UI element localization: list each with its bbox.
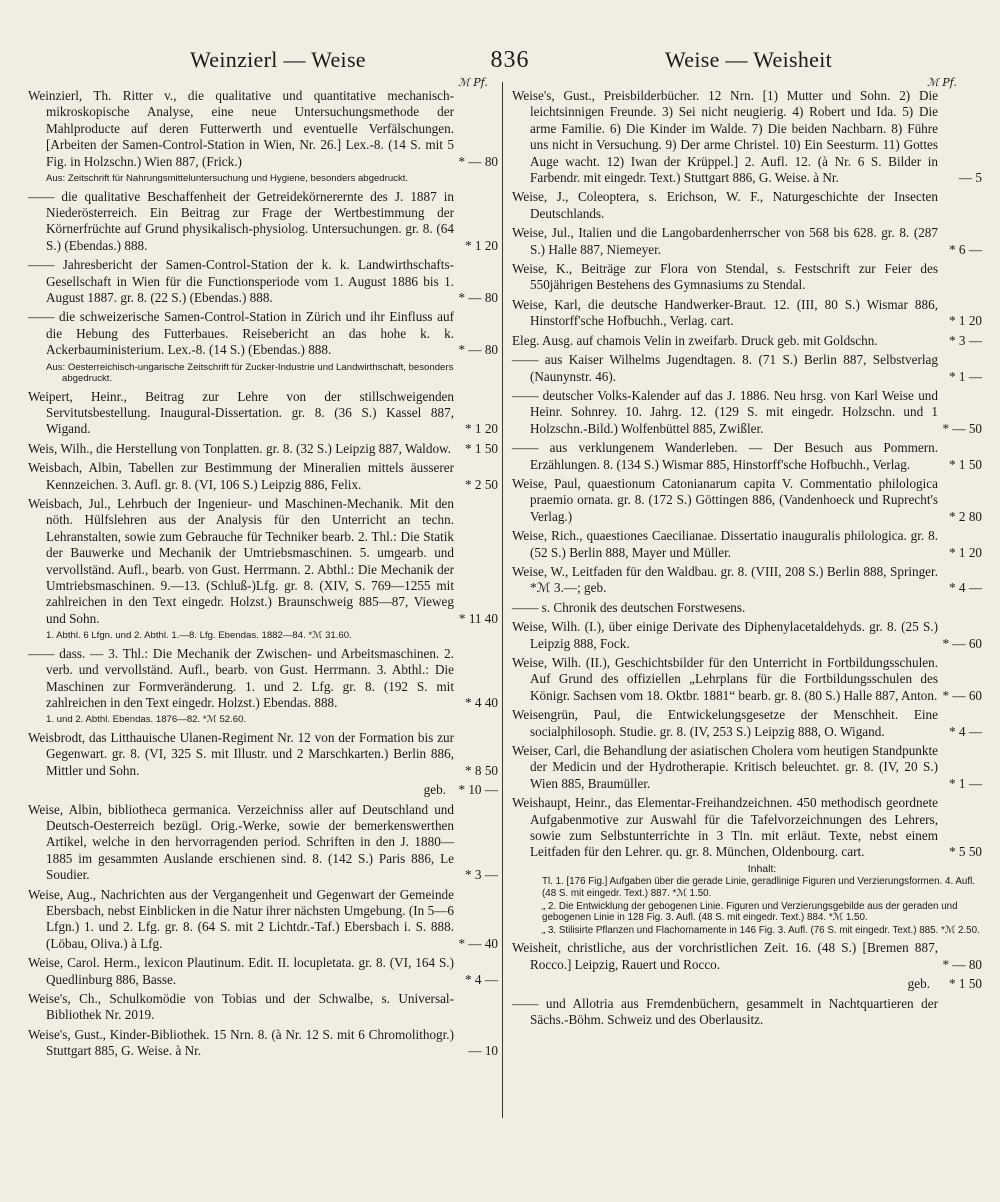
entry-text: Weise's, Gust., Kinder-Bibliothek. 15 Nrn. 8. (à Nr. 12 S. mit 6 Chromolithogr.) Stuttgart 885, G. Weise. à Nr. bbox=[28, 1026, 454, 1059]
entry-price: * 1 50 bbox=[465, 440, 498, 456]
catalog-entry bbox=[512, 619, 982, 652]
entry-price: * 4 — bbox=[465, 971, 498, 987]
entry-text: Weise, Rich., quaestiones Caecilianae. Dissertatio inauguralis philologica. gr. 8. (52 S.) Berlin 888, Mayer und Müller. bbox=[512, 528, 938, 560]
entry-text: Weinzierl, Th. Ritter v., die qualitative und quantitative mechanisch-mikroskopische Analyse, eine neue Untersuchungsmethode der Mahlproducte auf deren Futterwerth und eventuelle Verfälschungen. [Arbeiten der Samen-Control-Station in Wien, Nr. 26.] Lex.-8. (14 S. mit 5 Fig. in Holzschn.) Wien 887, (Frick.) bbox=[28, 88, 454, 169]
entry-price: * 1 — bbox=[949, 368, 982, 384]
entry-price: — 10 bbox=[468, 1043, 498, 1059]
catalog-entry bbox=[512, 795, 982, 861]
entry-note: Aus: Zeitschrift für Nahrungsmitteluntersuchung und Hygiene, besonders abgedruckt. bbox=[46, 173, 409, 185]
entry-price: * 4 — bbox=[949, 723, 982, 739]
entry-note: 1. und 2. Abthl. Ebendas. 1876—82. *ℳ 52.60. bbox=[46, 714, 247, 726]
entry-text: —— deutscher Volks-Kalender auf das J. 1886. Neu hrsg. von Karl Weise und Heinr. Sohnrey. 10. Jahrg. 12. (129 S. mit eingedr. Holzschn. und 1 Holzschn.-Bild.) Wolfenbüttel 885, Zwißler. bbox=[512, 387, 938, 436]
price-column-heading-left: ℳ Pf. bbox=[458, 76, 488, 89]
catalog-entry bbox=[512, 743, 982, 792]
catalog-entry bbox=[28, 389, 498, 438]
entry-text: —— Jahresbericht der Samen-Control-Station der k. k. Landwirthschafts-Gesellschaft in Wien für die Functionsperiode vom 1. August 1886 bis 1. August 1887. gr. 8. (22 S.) (Ebendas.) 888. bbox=[28, 257, 454, 305]
entry-price: * — 50 bbox=[942, 420, 982, 436]
entry-price: * — 80 bbox=[458, 153, 498, 169]
catalog-entry bbox=[512, 528, 982, 561]
entry-text: Weisengrün, Paul, die Entwickelungsgesetze der Menschheit. Eine socialphilosoph. Studie. gr. 8. (IV, 253 S.) Leipzig 888, O. Wigand. bbox=[512, 707, 938, 739]
entry-text: geb. bbox=[423, 782, 446, 798]
catalog-entry bbox=[28, 646, 498, 712]
running-head-right: Weise — Weisheit bbox=[665, 47, 833, 72]
entry-price: * 1 50 bbox=[949, 456, 982, 472]
entry-text: Weise, Albin, bibliotheca germanica. Verzeichniss aller auf Deutschland und Deutsch-Oesterreich bezügl. Orig.-Werke, sowie der bemerkenswerthen Artikel, welche in den hervorragenden period. Schriften in den J. 1880—1885 im gesammten Auslande erschienen sind. 8. (142 S.) Paris 886, Le Soudier. bbox=[28, 801, 454, 883]
entry-price: * 3 — bbox=[465, 867, 498, 883]
catalog-entry bbox=[28, 441, 498, 457]
entry-price: * 1 20 bbox=[949, 544, 982, 560]
entry-price: * — 40 bbox=[458, 935, 498, 951]
entry-text: —— aus verklungenem Wanderleben. — Der Besuch aus Pommern. Erzählungen. 8. (134 S.) Wismar 885, Hinstorff'sche Hofbuchh., Verlag. bbox=[512, 440, 938, 472]
entry-text: Eleg. Ausg. auf chamois Velin in zweifarb. Druck geb. mit Goldschn. bbox=[512, 332, 878, 348]
page-number: 836 bbox=[490, 47, 530, 73]
entry-price: * — 60 bbox=[942, 687, 982, 703]
catalog-entry bbox=[512, 564, 982, 597]
entry-text: Weipert, Heinr., Beitrag zur Lehre von der stillschweigenden Servitutsbestellung. Inaugural-Dissertation. gr. 8. (36 S.) Kassel 887, Wigand. bbox=[28, 388, 454, 437]
entry-text: Weise, Karl, die deutsche Handwerker-Braut. 12. (III, 80 S.) Wismar 886, Hinstorff'sche Hofbuchh., Verlag. cart. bbox=[512, 296, 938, 329]
entry-text: Weise, W., Leitfaden für den Waldbau. gr. 8. (VIII, 208 S.) Berlin 888, Springer. *ℳ 3.—; geb. bbox=[512, 563, 938, 596]
column-divider bbox=[502, 82, 503, 1118]
entry-text: Weise, Wilh. (I.), über einige Derivate des Diphenylacetaldehyds. gr. 8. (25 S.) Leipzig 888, Fock. bbox=[512, 619, 938, 651]
entry-text: Weise, Wilh. (II.), Geschichtsbilder für den Unterricht in Fortbildungsschulen. Auf Grund des offiziellen „Lehrplans für die Fortbildungsschulen des Königr. Sachsen vom 18. Oktbr. 1881“ bearb. gr. 8. (80 S.) Halle 887, Anton. bbox=[512, 655, 938, 703]
catalog-entry bbox=[28, 730, 498, 779]
catalog-entry bbox=[512, 189, 982, 222]
entry-price: * 8 50 bbox=[465, 762, 498, 778]
catalog-entry bbox=[28, 1027, 498, 1060]
entry-text: Weishaupt, Heinr., das Elementar-Freihandzeichnen. 450 methodisch geordnete Aufgabenmotive zur Auswahl für die Tafelvorzeichnungen des Lehrers, sowie zum Selbstunterrichte in 3 Tln. mit erläut. Texte, nebst einem Leitfaden für den Lehrer. qu. gr. 8. München, Oldenbourg. cart. bbox=[512, 795, 938, 860]
entry-text: —— und Allotria aus Fremdenbüchern, gesammelt in Nachtquartieren der Sächs.-Böhm. Schweiz und des Oberlausitz. bbox=[512, 995, 938, 1028]
entry-price: * 1 — bbox=[949, 775, 982, 791]
catalog-entry bbox=[512, 476, 982, 525]
entry-text: Weis, Wilh., die Herstellung von Tonplatten. gr. 8. (32 S.) Leipzig 887, Waldow. bbox=[28, 440, 451, 456]
entry-text: Weise's, Gust., Preisbilderbücher. 12 Nrn. [1) Mutter und Sohn. 2) Die leichtsinnigen Freunde. 3) Sei nicht neugierig. 4) Robert und Ida. 5) Die arme Familie. 6) Die Kinder im Walde. 7) Die beiden Nachbarn. 8) Führe uns nicht in Versuchung. 9) Der arme Christel. 10) Ein Seesturm. 11) Gottes Auge wacht. 12) Iwan der Krüppel.] 2. Aufl. 12. (à Nr. 6 S. Bilder in Farbendr. mit eingedr. Text.) Stuttgart 886, G. Weise. à Nr. bbox=[512, 88, 938, 186]
catalog-entry bbox=[28, 257, 498, 306]
entry-price: * — 80 bbox=[458, 342, 498, 358]
entry-price: — 5 bbox=[958, 170, 982, 186]
entry-text: Weise, J., Coleoptera, s. Erichson, W. F., Naturgeschichte der Insecten Deutschlands. bbox=[512, 189, 938, 221]
entry-price: * 5 50 bbox=[949, 844, 982, 860]
entry-note: Aus: Oesterreichisch-ungarische Zeitschrift für Zucker-Industrie und Landwirthschaft, besonders abgedruckt. bbox=[46, 361, 454, 385]
catalog-entry bbox=[28, 189, 498, 255]
catalog-entry bbox=[512, 88, 982, 186]
catalog-entry bbox=[512, 600, 982, 616]
catalog-entry bbox=[28, 496, 498, 627]
entry-text: —— die schweizerische Samen-Control-Station in Zürich und ihr Einfluss auf die Hebung des Futterbaues. Reisebericht an das hohe k. k. Ackerbauministerium. Lex.-8. (14 S.) (Ebendas.) 888. bbox=[28, 309, 454, 358]
entry-text: Weiser, Carl, die Behandlung der asiatischen Cholera vom heutigen Standpunkte der Medicin und der Hydrotherapie. Kritisch beleuchtet. gr. 8. (IV, 20 S.) Wien 885, Braumüller. bbox=[512, 743, 938, 791]
catalog-entry bbox=[28, 955, 498, 988]
entry-price: * 1 20 bbox=[465, 421, 498, 437]
contents-item: „ 2. Die Entwicklung der gebogenen Linie. Figuren und Verzierungsgebilde aus der geraden und gebogenen Linie in 128 Fig. 3. Aufl. (48 S. mit eingedr. Text.) 884. *ℳ 1.50. bbox=[542, 900, 958, 924]
entry-price: * 3 — bbox=[949, 332, 982, 348]
catalog-entry bbox=[512, 333, 982, 349]
catalog-entry bbox=[512, 261, 982, 294]
entry-price: * 1 20 bbox=[949, 313, 982, 329]
entry-price: * 2 80 bbox=[949, 508, 982, 524]
catalog-entry bbox=[512, 225, 982, 258]
entry-text: Weisbrodt, das Litthauische Ulanen-Regiment Nr. 12 von der Formation bis zur Gegenwart. gr. 8. (VI, 325 S. mit Illustr. und 2 Marschkarten.) Berlin 886, Mittler und Sohn. bbox=[28, 729, 454, 778]
entry-price: * — 80 bbox=[942, 956, 982, 972]
entry-price: * 6 — bbox=[949, 241, 982, 257]
entry-price: * 1 20 bbox=[465, 237, 498, 253]
right-column bbox=[512, 88, 982, 1031]
catalog-entry bbox=[512, 388, 982, 437]
entry-text: Weisbach, Albin, Tabellen zur Bestimmung der Mineralien mittels äusserer Kennzeichen. 3. Aufl. gr. 8. (VI, 106 S.) Leipzig 886, Felix. bbox=[28, 460, 454, 492]
entry-price: * 4 — bbox=[949, 580, 982, 596]
price-column-heading-right: ℳ Pf. bbox=[927, 76, 957, 89]
catalog-entry bbox=[28, 88, 498, 170]
entry-text: Weise, Aug., Nachrichten aus der Vergangenheit und Gegenwart der Gemeinde Ebersbach, nebst Einblicken in die Natur ihrer nächsten Umgebung. (In 5—6 Lfgn.) 1. und 2. Lfg. gr. 8. (64 S. mit 2 Lichtdr.-Taf.) Ebersbach i. S. 888. (Löbau, Oliva.) à Lfg. bbox=[28, 886, 454, 951]
entry-text: —— s. Chronik des deutschen Forstwesens. bbox=[512, 599, 746, 615]
entry-price: * 10 — bbox=[458, 782, 498, 798]
catalog-entry bbox=[512, 440, 982, 473]
entry-price: * — 80 bbox=[458, 289, 498, 305]
catalog-entry bbox=[28, 309, 498, 358]
entry-price: * — 60 bbox=[942, 635, 982, 651]
catalog-entry bbox=[28, 887, 498, 953]
left-column bbox=[28, 88, 498, 1063]
contents-item: Tl. 1. [176 Fig.] Aufgaben über die gerade Linie, geradlinige Figuren und Verzierungsformen. 4. Aufl. (48 S. mit eingedr. Text.) 887. *ℳ 1.50. bbox=[542, 876, 975, 900]
entry-price: * 4 40 bbox=[465, 695, 498, 710]
catalog-entry bbox=[28, 460, 498, 493]
catalog-entry bbox=[512, 352, 982, 385]
entry-text: Weisbach, Jul., Lehrbuch der Ingenieur- und Maschinen-Mechanik. Mit den nöth. Hülfslehren aus der Analysis für den Unterricht an techn. Lehranstalten, sowie zum Gebrauche für Techniker bearb. 2. Thl.: Die Statik der Bauwerke und Mechanik der Umtriebsmaschinen. 5. umgearb. und vervollständ. Aufl., bearb. von Gust. Herrmann. 2. Abthl.: Die Mechanik der Umtriebsmaschinen. 9.—13. (Schluß-)Lfg. gr. 8. (XIV, S. 769—1255 mit zahlreichen in den Text eingedr. Holzst.) Braunschweig 885—87, Vieweg und Sohn. bbox=[28, 496, 454, 626]
catalog-entry bbox=[512, 976, 982, 992]
entry-text: Weise, Paul, quaestionum Catonianarum capita V. Commentatio philologica praemio ornata. gr. 8. (172 S.) Göttingen 886, (Vandenhoeck und Ruprecht's Verlag.) bbox=[512, 475, 938, 524]
catalog-entry bbox=[512, 707, 982, 740]
running-head-left: Weinzierl — Weise bbox=[190, 47, 366, 72]
catalog-entry bbox=[512, 940, 982, 973]
entry-price: * 2 50 bbox=[465, 476, 498, 492]
contents-list bbox=[512, 864, 982, 937]
catalog-entry bbox=[28, 802, 498, 884]
catalog-entry bbox=[28, 991, 498, 1024]
catalog-entry bbox=[28, 782, 498, 798]
catalog-entry bbox=[512, 996, 982, 1029]
entry-text: —— aus Kaiser Wilhelms Jugendtagen. 8. (71 S.) Berlin 887, Selbstverlag (Naunynstr. 46). bbox=[512, 352, 938, 384]
entry-price: * 1 50 bbox=[949, 976, 982, 992]
entry-text: geb. bbox=[907, 976, 930, 992]
entry-text: —— die qualitative Beschaffenheit der Getreidekörnerernte des J. 1887 in Niederösterreich. Ein Beitrag zur Frage der Wertbestimmung der Körnerfrüchte auf Grund physikalisch-physiolog. Untersuchungen. gr. 8. (64 S.) (Ebendas.) 888. bbox=[28, 188, 454, 253]
entry-text: Weise, K., Beiträge zur Flora von Stendal, s. Festschrift zur Feier des 550jährigen Bestehens des Gymnasiums zu Stendal. bbox=[512, 261, 938, 293]
entry-note: 1. Abthl. 6 Lfgn. und 2. Abthl. 1.—8. Lfg. Ebendas. 1882—84. *ℳ 31.60. bbox=[46, 630, 352, 642]
contents-title: Inhalt: bbox=[747, 862, 777, 875]
entry-text: Weise, Carol. Herm., lexicon Plautinum. Edit. II. locupletata. gr. 8. (VI, 164 S.) Quedlinburg 886, Basse. bbox=[28, 955, 454, 987]
entry-text: —— dass. — 3. Thl.: Die Mechanik der Zwischen- und Arbeitsmaschinen. 2. verb. und vervollständ. Aufl., bearb. von Gust. Herrmann. 3. Abthl.: Die Maschinen zur Formveränderung. 1. und 2. Lfg. gr. 8. (192 S. mit zahlreichen in den Text eingedr. Holzst.) Ebendas. 888. bbox=[28, 645, 454, 710]
entry-text: Weise's, Ch., Schulkomödie von Tobias und der Schwalbe, s. Universal-Bibliothek Nr. 2019. bbox=[28, 991, 454, 1023]
catalog-entry bbox=[512, 655, 982, 704]
entry-text: Weisheit, christliche, aus der vorchristlichen Zeit. 16. (48 S.) [Bremen 887, Rocco.] Leipzig, Rauert und Rocco. bbox=[512, 940, 938, 972]
entry-text: Weise, Jul., Italien und die Langobardenherrscher von 568 bis 628. gr. 8. (287 S.) Halle 887, Niemeyer. bbox=[512, 225, 938, 257]
catalog-entry bbox=[512, 297, 982, 330]
contents-item: „ 3. Stilisirte Pflanzen und Flachornamente in 146 Fig. 3. Aufl. (76 S. mit eingedr. Text.) 885. *ℳ 2.50. bbox=[542, 924, 980, 936]
entry-price: * 11 40 bbox=[458, 610, 498, 626]
